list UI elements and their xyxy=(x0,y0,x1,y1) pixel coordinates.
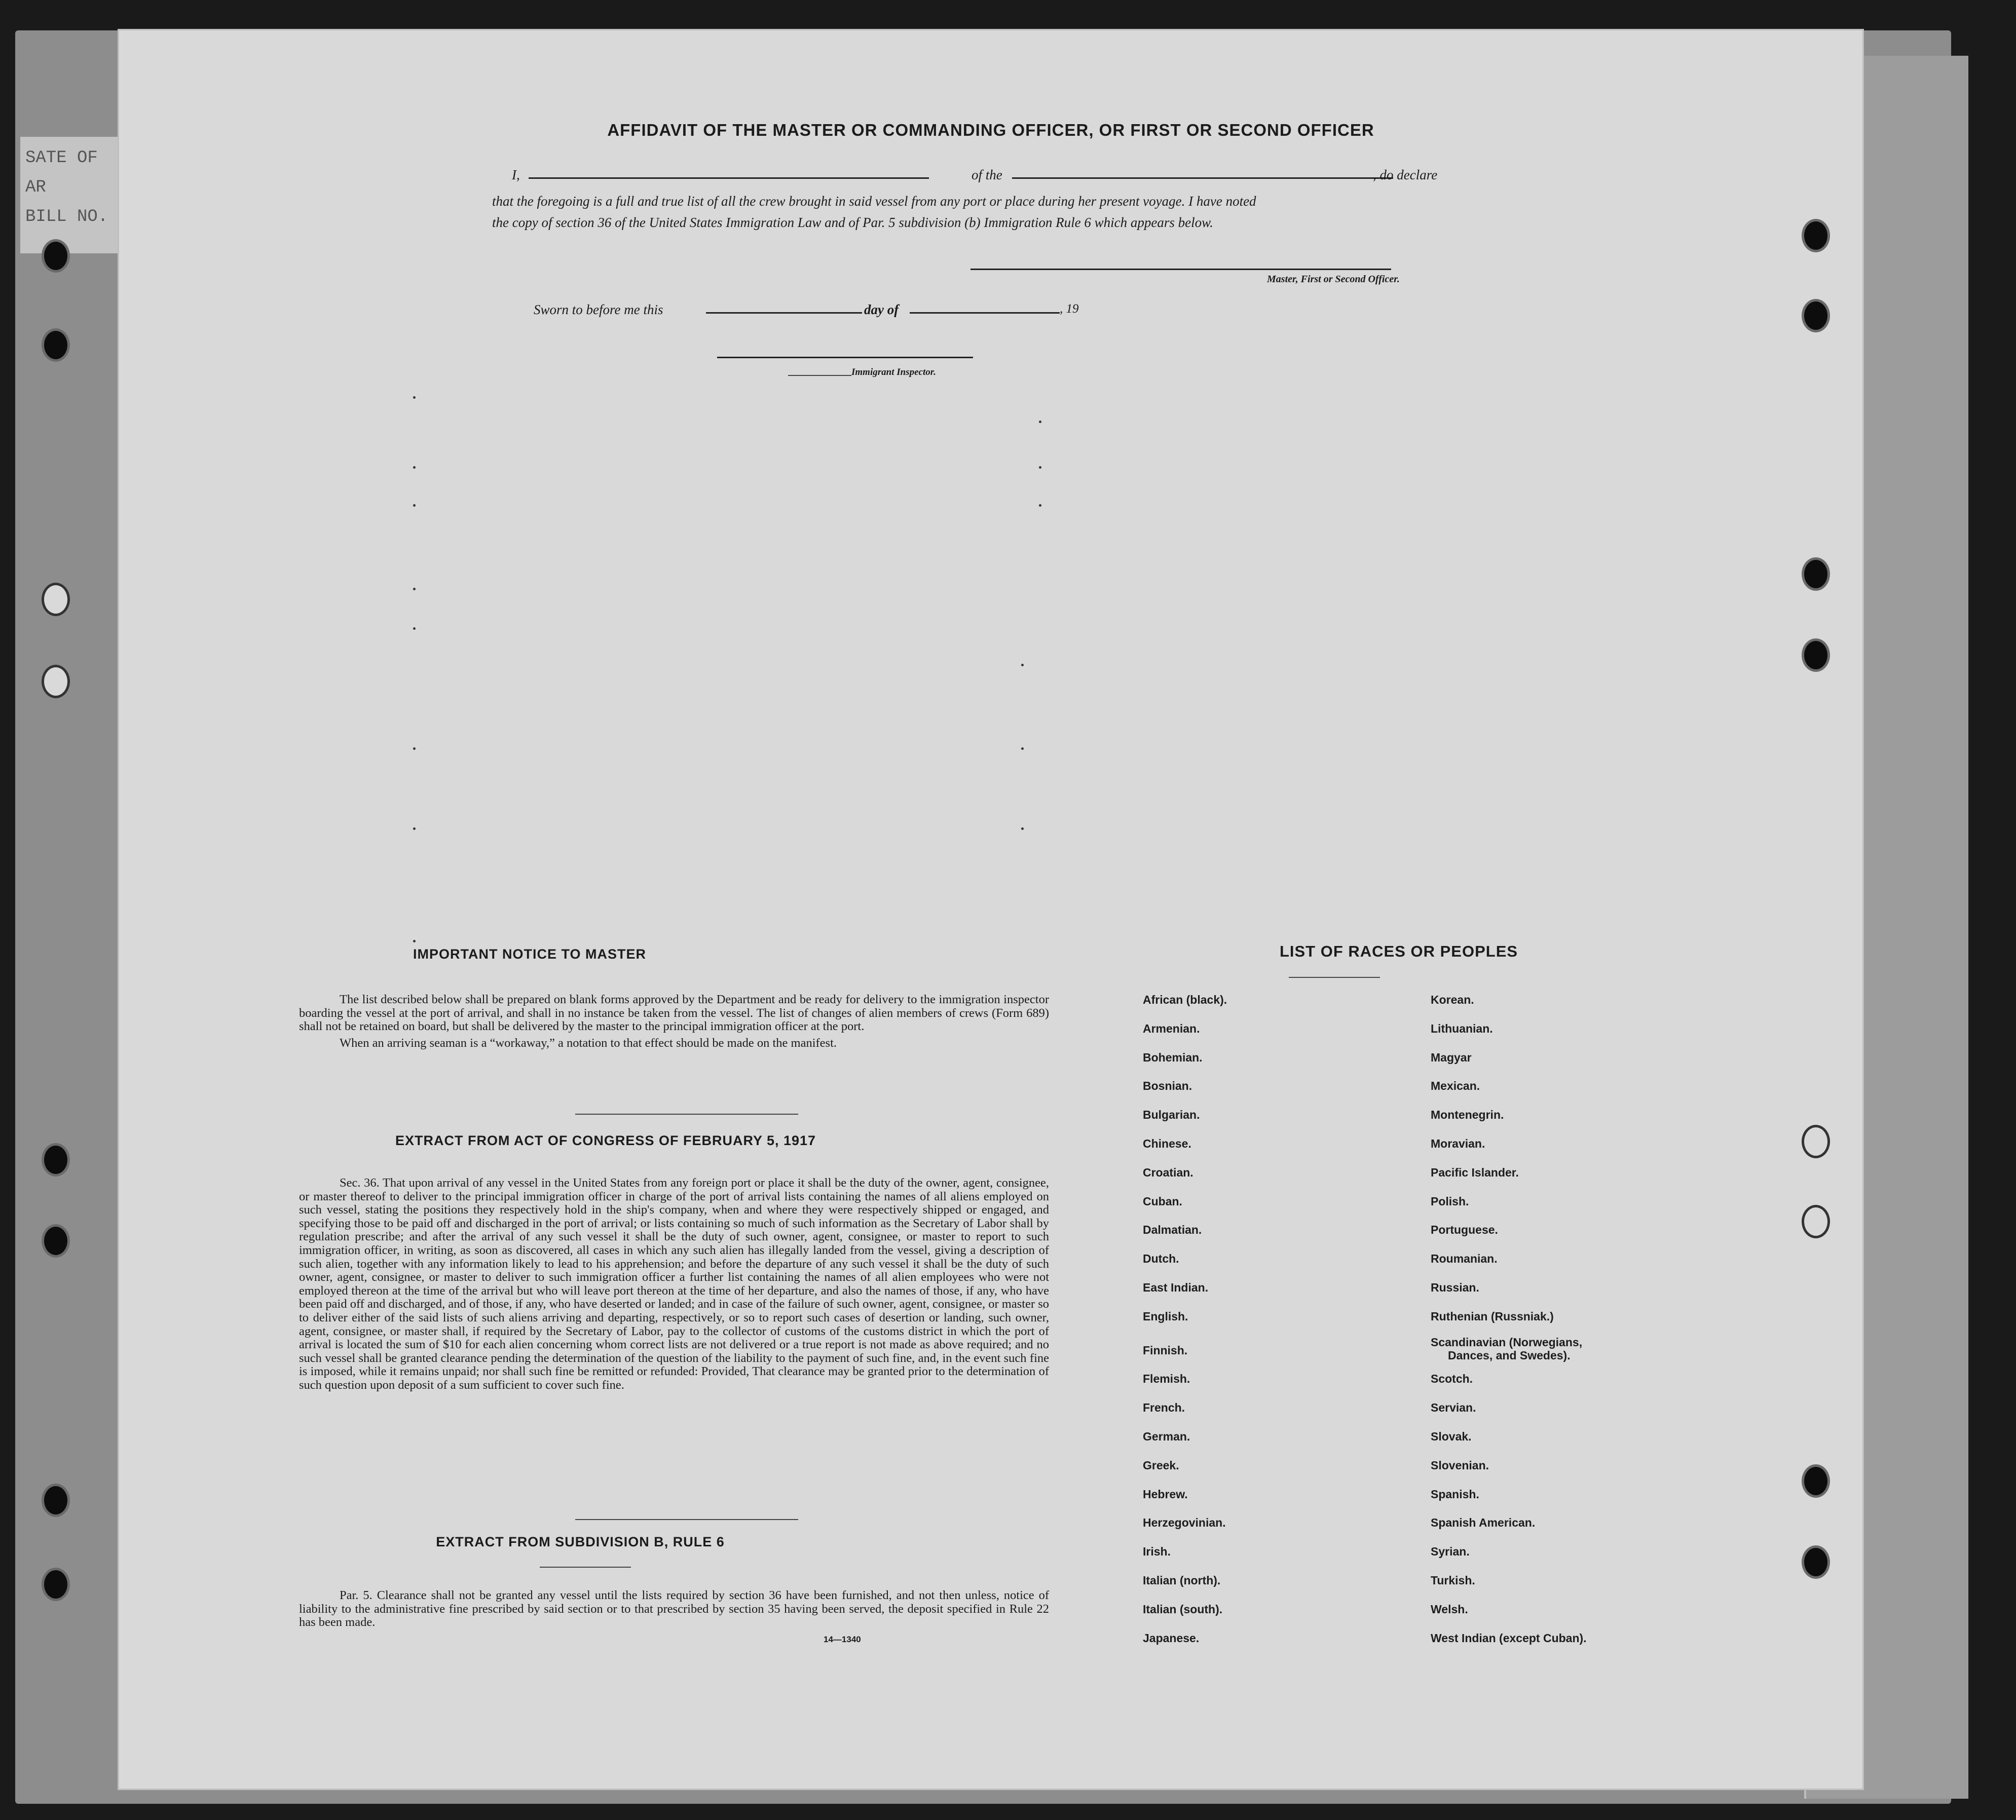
race-item: Bohemian. xyxy=(1143,1050,1203,1064)
race-item: French. xyxy=(1143,1401,1185,1415)
race-item: Dutch. xyxy=(1143,1252,1179,1266)
sworn-day-of-label: day of xyxy=(864,302,899,317)
affidavit-statement-line-2: the copy of section 36 of the United States Immigration Law and of Par. 5 subdivision (b) Immigration Rule 6 which appears below. xyxy=(492,215,1213,230)
name-blank-line xyxy=(529,177,929,179)
affidavit-title: AFFIDAVIT OF THE MASTER OR COMMANDING OFFICER, OR FIRST OR SECOND OFFICER xyxy=(607,121,1374,139)
binder-hole-icon xyxy=(1802,299,1830,332)
sworn-month-line xyxy=(910,312,1060,314)
binder-hole-icon xyxy=(42,583,70,616)
binder-hole-icon xyxy=(1802,1464,1830,1498)
form-number: 14—1340 xyxy=(824,1635,861,1644)
race-item: Korean. xyxy=(1431,993,1474,1006)
race-item: English. xyxy=(1143,1309,1188,1323)
race-item: Ruthenian (Russniak.) xyxy=(1431,1309,1554,1323)
race-item: Bulgarian. xyxy=(1143,1108,1200,1122)
race-item: Pacific Islander. xyxy=(1431,1165,1519,1179)
race-item: Russian. xyxy=(1431,1281,1479,1294)
race-item: Dances, and Swedes). xyxy=(1448,1348,1571,1362)
binder-hole-icon xyxy=(42,1568,70,1601)
extract-rule-title: EXTRACT FROM SUBDIVISION B, RULE 6 xyxy=(436,1534,725,1549)
race-item: Moravian. xyxy=(1431,1137,1485,1150)
binder-hole-icon xyxy=(42,1484,70,1517)
notice-paragraph-1: The list described below shall be prepared on blank forms approved by the Department and be ready for delivery to the immigration inspector boarding the vessel at the port of arrival, and shall in no instance be taken from the vessel. The list of changes of alien members of crews (Form 689) shall not be retained on board, but shall be delivered by the master to the principal immigration officer at the port. xyxy=(299,993,1049,1034)
binder-hole-icon xyxy=(1802,1125,1830,1158)
race-item: Turkish. xyxy=(1431,1574,1475,1587)
race-item: German. xyxy=(1143,1430,1190,1443)
sworn-day-line xyxy=(706,312,862,314)
extract-rule-text: Par. 5. Clearance shall not be granted any vessel until the lists required by section 36 have been furnished, and not then unless, notice of liability to the administrative fine prescribed by said section or to that prescribed by section 35 having been served, the deposit specified in Rule 22 has been made. xyxy=(299,1588,1049,1629)
race-item: Magyar xyxy=(1431,1050,1472,1064)
race-item: Finnish. xyxy=(1143,1343,1188,1357)
race-item: Montenegrin. xyxy=(1431,1108,1504,1122)
inspector-caption: Immigrant Inspector. xyxy=(851,367,936,377)
section-divider xyxy=(540,1567,631,1568)
left-tab-line-2: BILL NO. xyxy=(25,207,108,226)
sworn-year-label: , 19 xyxy=(1060,302,1079,316)
race-item: Bosnian. xyxy=(1143,1079,1192,1093)
affidavit-i-label: I, xyxy=(512,167,520,182)
left-tab-line-1: SATE OF AR xyxy=(25,148,98,197)
race-item: Scandinavian (Norwegians, xyxy=(1431,1335,1583,1349)
document-page xyxy=(119,30,1862,1789)
binder-hole-icon xyxy=(1802,557,1830,591)
affidavit-statement-line-1: that the foregoing is a full and true list of all the crew brought in said vessel from any port or place during her present voyage. I have noted xyxy=(492,194,1256,209)
race-item: Croatian. xyxy=(1143,1165,1193,1179)
race-item: Chinese. xyxy=(1143,1137,1191,1150)
left-tab-label xyxy=(20,137,127,253)
extract-act-body xyxy=(299,1177,1049,1392)
race-item: Welsh. xyxy=(1431,1602,1468,1616)
inspector-caption-rule xyxy=(788,375,851,376)
binder-hole-icon xyxy=(1802,219,1830,252)
inspector-signature-line xyxy=(717,357,973,358)
race-item: Irish. xyxy=(1143,1545,1171,1559)
vessel-blank-line xyxy=(1012,177,1393,179)
extract-rule-body xyxy=(299,1589,1049,1629)
races-title-rule xyxy=(1289,977,1380,978)
race-item: Cuban. xyxy=(1143,1194,1182,1208)
binder-hole-icon xyxy=(42,665,70,698)
section-divider xyxy=(575,1519,798,1520)
race-item: Flemish. xyxy=(1143,1372,1190,1386)
race-item: Portuguese. xyxy=(1431,1223,1498,1237)
race-item: African (black). xyxy=(1143,993,1227,1006)
races-title: LIST OF RACES OR PEOPLES xyxy=(1279,942,1518,960)
master-signature-caption: Master, First or Second Officer. xyxy=(1267,274,1400,285)
race-item: Syrian. xyxy=(1431,1545,1470,1559)
race-item: Slovenian. xyxy=(1431,1458,1489,1472)
binder-hole-icon xyxy=(42,239,70,273)
binder-hole-icon xyxy=(1802,1205,1830,1238)
notice-paragraph-2: When an arriving seaman is a “workaway,” a notation to that effect should be made on the manifest. xyxy=(340,1036,837,1050)
race-item: Japanese. xyxy=(1143,1631,1200,1645)
race-item: Lithuanian. xyxy=(1431,1021,1493,1035)
race-item: Spanish American. xyxy=(1431,1516,1536,1530)
race-item: Scotch. xyxy=(1431,1372,1473,1386)
binder-hole-icon xyxy=(1802,638,1830,672)
race-item: Servian. xyxy=(1431,1401,1476,1415)
binder-hole-icon xyxy=(42,1224,70,1258)
extract-act-title: EXTRACT FROM ACT OF CONGRESS OF FEBRUARY 5, 1917 xyxy=(395,1133,816,1148)
race-item: Armenian. xyxy=(1143,1021,1200,1035)
race-item: Greek. xyxy=(1143,1458,1179,1472)
race-item: Herzegovinian. xyxy=(1143,1516,1226,1530)
binder-hole-icon xyxy=(1802,1545,1830,1579)
race-item: Mexican. xyxy=(1431,1079,1480,1093)
affidavit-of-the-label: of the xyxy=(972,167,1002,182)
sworn-label: Sworn to before me this xyxy=(534,302,663,317)
notice-title: IMPORTANT NOTICE TO MASTER xyxy=(413,946,646,962)
extract-act-text: Sec. 36. That upon arrival of any vessel in the United States from any foreign port or place it shall be the duty of the owner, agent, consignee, or master thereof to deliver to the principal immigration officer in charge of the port of arrival lists containing the names of all aliens employed on such vessel, stating the positions they respectively hold in the ship's company, when and where they were respectively shipped or engaged, and specifying those to be paid off and discharged in the port of arrival; or lists containing so much of such information as the Secretary of Labor shall by regulation prescribe; and after the arrival of any such vessel it shall be the duty of such owner, agent, consignee, or master to report to such immigration officer, in writing, as soon as discovered, all cases in which any such alien has illegally landed from the vessel, giving a description of such alien, together with any information likely to lead to his apprehension; and before the departure of any such vessel it shall be the duty of such owner, agent, consignee, or master to deliver to such immigration officer a further list containing the names of all alien employees who were not employed thereon at the time of the arrival but who will leave port thereon at the time of her departure, and also the names of those, if any, who have been paid off and discharged, and of those, if any, who have deserted or landed; and in case of the failure of such owner, agent, consignee, or master so to deliver either of the said lists of such aliens arriving and departing, respectively, or so to report such cases of desertion or landing, such owner, agent, consignee, or master shall, if required by the Secretary of Labor, pay to the collector of customs of the customs district in which the port of arrival is located the sum of $10 for each alien concerning whom correct lists are not delivered or a true report is not made as above required; and no such vessel shall be granted clearance pending the determination of the question of the liability to the payment of such fine, and, in the event such fine is imposed, while it remains unpaid; nor shall such fine be remitted or refunded: Provided, That clearance may be granted prior to the determination of such question upon deposit of a sum sufficient to cover such fine. xyxy=(299,1176,1049,1392)
section-divider xyxy=(575,1114,798,1115)
race-item: West Indian (except Cuban). xyxy=(1431,1631,1587,1645)
race-item: Italian (north). xyxy=(1143,1574,1221,1587)
master-signature-line xyxy=(970,269,1391,270)
notice-body xyxy=(299,993,1049,1050)
race-item: Roumanian. xyxy=(1431,1252,1498,1266)
race-item: Hebrew. xyxy=(1143,1487,1188,1501)
binder-hole-icon xyxy=(42,328,70,362)
affidavit-declare-label: , do declare xyxy=(1373,167,1438,182)
race-item: Spanish. xyxy=(1431,1487,1479,1501)
binder-hole-icon xyxy=(42,1143,70,1177)
race-item: East Indian. xyxy=(1143,1281,1209,1294)
race-item: Italian (south). xyxy=(1143,1602,1223,1616)
race-item: Polish. xyxy=(1431,1194,1469,1208)
race-item: Dalmatian. xyxy=(1143,1223,1202,1237)
race-item: Slovak. xyxy=(1431,1430,1472,1443)
